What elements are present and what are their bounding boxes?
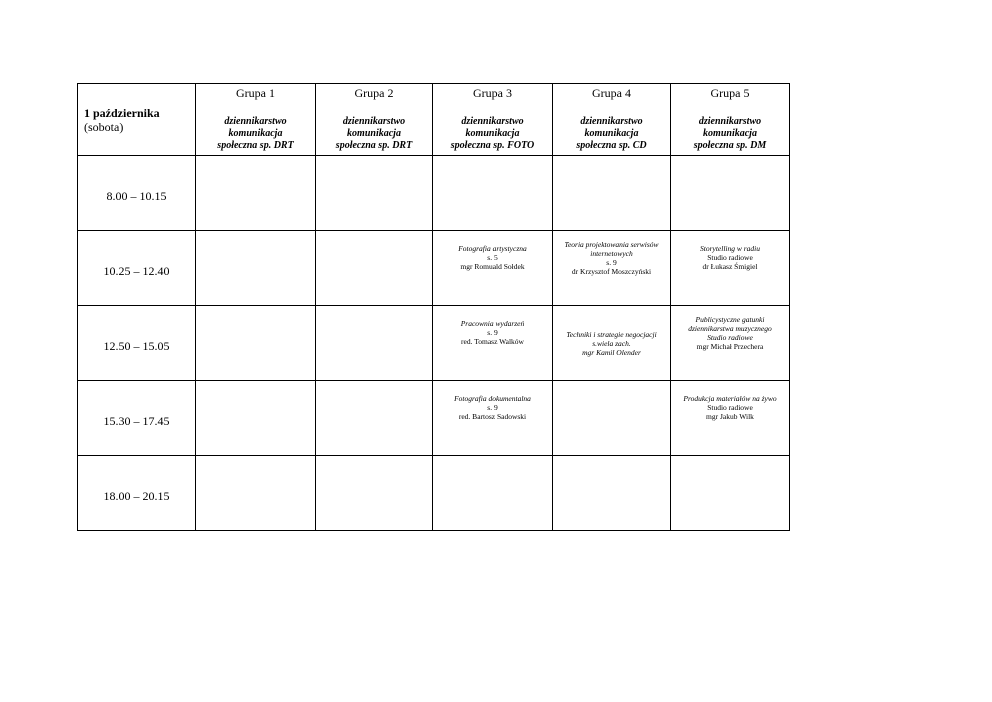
- class-title: Techniki i strategie negocjacji: [566, 329, 657, 339]
- empty-cell: [316, 306, 433, 381]
- group-header-4: [553, 84, 671, 156]
- group-header-2: [316, 84, 433, 156]
- class-cell: [671, 231, 790, 306]
- time-slot-row: [78, 156, 790, 231]
- class-title: Fotografia dokumentalna: [454, 394, 531, 403]
- empty-cell: [671, 456, 790, 531]
- time-slot: 15.30 – 17.45: [78, 381, 196, 456]
- class-cell: [433, 231, 553, 306]
- time-slot-row: [78, 306, 790, 381]
- empty-cell: [316, 231, 433, 306]
- empty-cell: [433, 456, 553, 531]
- class-entry: [553, 330, 670, 357]
- empty-cell: [553, 156, 671, 231]
- class-entry: [553, 240, 670, 276]
- empty-cell: [196, 456, 316, 531]
- group-description: dziennikarstwo komunikacja społeczna sp. DRT: [335, 116, 413, 151]
- empty-cell: [671, 156, 790, 231]
- class-cell: [553, 306, 671, 381]
- class-entry: [671, 394, 789, 421]
- class-room: s. 9: [606, 258, 617, 267]
- empty-cell: [196, 156, 316, 231]
- class-room: s. 5: [487, 253, 498, 262]
- time-slot-row: [78, 231, 790, 306]
- group-name: Grupa 4: [592, 86, 631, 100]
- class-teacher: dr Łukasz Śmigiel: [702, 262, 758, 271]
- class-cell: [553, 231, 671, 306]
- class-room: Studio radiowe: [707, 333, 753, 342]
- class-title: Publicystyczne gatunki dziennikarstwa muzycznego: [688, 315, 772, 333]
- class-room: Studio radiowe: [707, 253, 753, 262]
- class-teacher: mgr Kamil Olender: [582, 347, 641, 357]
- class-room: Studio radiowe: [707, 403, 753, 412]
- class-entry: [433, 394, 552, 421]
- class-title: Storytelling w radiu: [700, 244, 760, 253]
- class-title: Fotografia artystyczna: [458, 244, 527, 253]
- group-description: dziennikarstwo komunikacja społeczna sp. DRT: [217, 116, 294, 151]
- class-cell: [671, 306, 790, 381]
- empty-cell: [316, 456, 433, 531]
- date-label: 1 października: [84, 105, 160, 120]
- group-description: dziennikarstwo komunikacja społeczna sp. CD: [576, 116, 647, 151]
- group-description: dziennikarstwo komunikacja społeczna sp. DM: [693, 116, 767, 151]
- class-teacher: mgr Jakub Wilk: [706, 412, 754, 421]
- class-teacher: mgr Michał Przechera: [696, 342, 764, 351]
- class-entry: [671, 315, 789, 351]
- group-header-1: [196, 84, 316, 156]
- class-entry: [433, 319, 552, 346]
- class-teacher: red. Bartosz Sadowski: [458, 412, 527, 421]
- empty-cell: [433, 156, 553, 231]
- class-entry: [671, 244, 789, 271]
- class-teacher: dr Krzysztof Moszczyński: [571, 267, 652, 276]
- class-entry: [433, 244, 552, 271]
- schedule-table: [77, 83, 790, 531]
- group-name: Grupa 1: [236, 86, 275, 100]
- empty-cell: [196, 231, 316, 306]
- group-name: Grupa 3: [473, 86, 512, 100]
- weekday-label: (sobota): [84, 119, 124, 134]
- class-room: s. 9: [487, 328, 498, 337]
- empty-cell: [553, 381, 671, 456]
- group-description: dziennikarstwo komunikacja społeczna sp. FOTO: [450, 116, 535, 151]
- empty-cell: [316, 156, 433, 231]
- class-cell: [433, 381, 553, 456]
- time-slot-row: [78, 381, 790, 456]
- group-name: Grupa 2: [354, 86, 394, 100]
- header-row: [78, 84, 790, 156]
- class-teacher: mgr Romuald Sołdek: [460, 262, 525, 271]
- class-title: Teoria projektowania serwisów internetowych: [564, 240, 659, 258]
- group-header-3: [433, 84, 553, 156]
- class-cell: [433, 306, 553, 381]
- class-teacher: red. Tomasz Walków: [461, 337, 524, 346]
- time-slot-row: [78, 456, 790, 531]
- group-header-5: [671, 84, 790, 156]
- empty-cell: [553, 456, 671, 531]
- date-header: [78, 84, 196, 156]
- time-slot: 8.00 – 10.15: [78, 156, 196, 231]
- class-title: Pracownia wydarzeń: [460, 319, 525, 328]
- class-title: Produkcja materiałów na żywo: [683, 394, 777, 403]
- time-slot: 12.50 – 15.05: [78, 306, 196, 381]
- class-room: s.wiela zach.: [592, 338, 631, 348]
- empty-cell: [196, 306, 316, 381]
- time-slot: 10.25 – 12.40: [78, 231, 196, 306]
- empty-cell: [196, 381, 316, 456]
- group-name: Grupa 5: [710, 86, 750, 100]
- class-room: s. 9: [487, 403, 498, 412]
- empty-cell: [316, 381, 433, 456]
- class-cell: [671, 381, 790, 456]
- time-slot: 18.00 – 20.15: [78, 456, 196, 531]
